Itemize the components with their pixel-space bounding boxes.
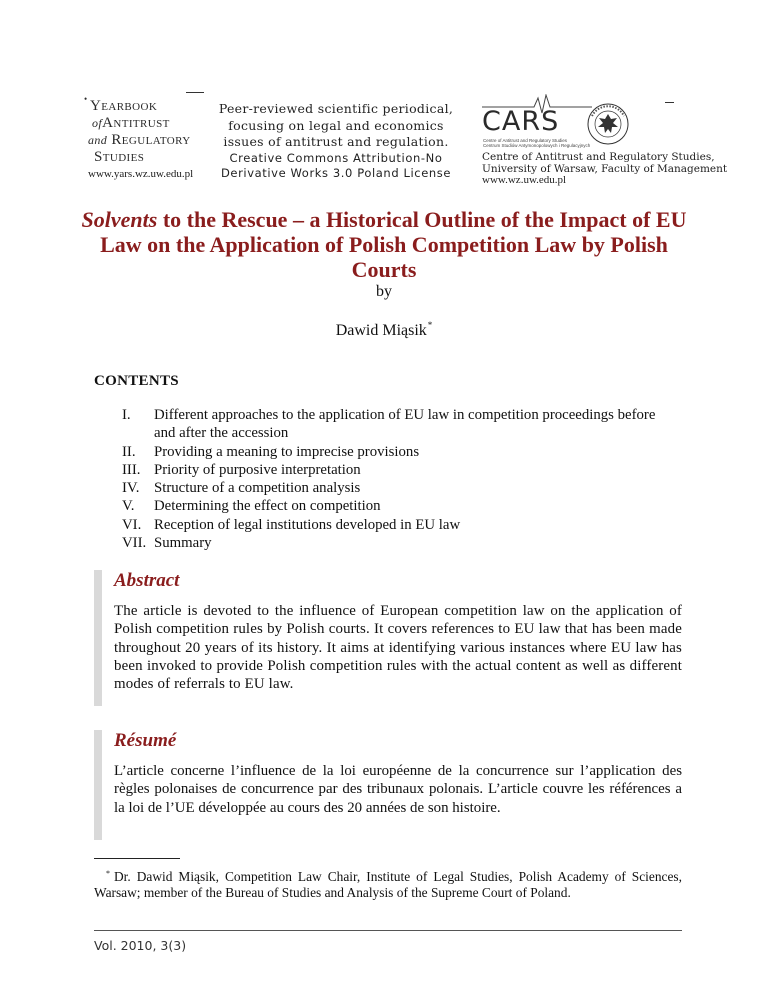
footer-rule xyxy=(94,930,682,931)
centre-info xyxy=(482,152,727,187)
logo-antitrust: Antitrust xyxy=(102,115,170,131)
title-italic-word: Solvents xyxy=(81,207,158,232)
toc-item[interactable] xyxy=(122,443,662,461)
toc-text: Determining the effect on competition xyxy=(154,498,381,515)
toc-number: II. xyxy=(122,443,136,460)
contents-heading: CONTENTS xyxy=(94,373,179,389)
by-label: by xyxy=(376,283,392,300)
cars-wordmark: CARS xyxy=(482,106,560,137)
logo-line-antitrust xyxy=(88,115,210,132)
footnote-text: Dr. Dawid Miąsik, Competition Law Chair, Institute of Legal Studies, Polish Academy of Sciences, Warsaw; member of the Bureau of Studies and Analysis of the Supreme Court of Poland. xyxy=(94,869,682,901)
cars-subtitle-en: Centre of Antitrust and Regulatory Studies xyxy=(483,138,568,143)
cars-subtitle-pl: Centrum Studiów Antymonopolowych i Regulacyjnych xyxy=(483,143,591,148)
author-footnote-mark[interactable]: * xyxy=(427,320,433,330)
toc-item[interactable] xyxy=(122,516,662,534)
centre-line-1: Centre of Antitrust and Regulatory Studies, xyxy=(482,151,715,163)
logo-and: and xyxy=(88,133,108,147)
description-line-1: Peer-reviewed scientific periodical, xyxy=(218,101,454,116)
logo-of: of xyxy=(92,116,103,130)
volume-label: Vol. 2010, 3(3) xyxy=(94,938,187,953)
centre-url[interactable]: www.wz.uw.edu.pl xyxy=(482,174,567,186)
title-line-2: Law on the Application of Polish Competition Law by Polish Courts xyxy=(100,232,668,282)
title-line-1: to the Rescue – a Historical Outline of the Impact of EU xyxy=(157,207,687,232)
cars-logo xyxy=(482,94,682,154)
cars-dash xyxy=(665,102,674,103)
logo-regulatory: Regulatory xyxy=(111,132,191,148)
yearbook-url[interactable]: www.yars.wz.uw.edu.pl xyxy=(88,168,194,180)
toc-text: Reception of legal institutions developed in EU law xyxy=(154,516,461,533)
footnote-rule xyxy=(94,858,180,859)
description-line-2: focusing on legal and economics xyxy=(228,117,444,133)
university-seal-icon xyxy=(586,102,630,146)
toc-item[interactable] xyxy=(122,479,662,497)
license-line-1: Creative Commons Attribution-No xyxy=(229,150,443,165)
toc-text: Different approaches to the application of EU law in competition proceedings before and after the accession xyxy=(154,407,656,442)
toc-text: Priority of purposive interpretation xyxy=(154,461,361,478)
logo-dot: • xyxy=(84,94,88,104)
toc-text: Structure of a competition analysis xyxy=(154,480,361,497)
centre-line-2: University of Warsaw, Faculty of Management xyxy=(482,162,728,175)
description-line-3: issues of antitrust and regulation. xyxy=(223,134,449,149)
toc-item[interactable] xyxy=(122,497,662,515)
toc-text: Summary xyxy=(154,535,212,552)
footnote-mark: * xyxy=(106,869,110,878)
toc-number: VI. xyxy=(122,516,142,533)
logo-line-yearbook: Yearbook xyxy=(90,98,158,114)
author-text: Dawid Miąsik xyxy=(335,322,427,339)
license-line-2: Derivative Works 3.0 Poland License xyxy=(220,166,452,180)
author-name xyxy=(0,320,768,340)
resume-heading: Résumé xyxy=(114,730,177,751)
abstract-section xyxy=(94,570,682,706)
abstract-text: The article is devoted to the influence of European competition law on the application of Polish competition rules by Polish courts. It covers references to EU law that has been made throughout 20 years of its history. It aims at identifying various instances where EU law has been invoked to provide Polish competition rules with the actual content as well as different modes of referrals to EU law. xyxy=(114,603,682,693)
article-title xyxy=(80,207,688,282)
footnote xyxy=(94,866,682,902)
periodical-description xyxy=(216,101,456,182)
table-of-contents xyxy=(122,406,662,552)
toc-number: VII. xyxy=(122,535,147,552)
resume-section xyxy=(94,730,682,840)
logo-line-regulatory xyxy=(88,132,210,149)
toc-text: Providing a meaning to imprecise provisions xyxy=(154,443,420,460)
toc-item[interactable] xyxy=(122,461,662,479)
abstract-heading: Abstract xyxy=(114,570,180,591)
toc-number: III. xyxy=(122,461,141,478)
cars-subtitle xyxy=(483,138,590,148)
toc-number: I. xyxy=(122,407,131,423)
toc-item[interactable] xyxy=(122,534,662,552)
logo-dash xyxy=(186,92,204,93)
yearbook-logo xyxy=(84,94,210,166)
toc-number: IV. xyxy=(122,480,140,497)
logo-line-studies: Studies xyxy=(94,149,145,165)
resume-text: L’article concerne l’influence de la loi européenne de la concurrence sur l’application des règles polonaises de concurrence par des tribunaux polonais. L’article couvre les références a la loi de l’UE développée au cours des 20 années de son histoire. xyxy=(114,763,682,816)
toc-item[interactable] xyxy=(122,406,662,443)
toc-number: V. xyxy=(122,498,135,515)
